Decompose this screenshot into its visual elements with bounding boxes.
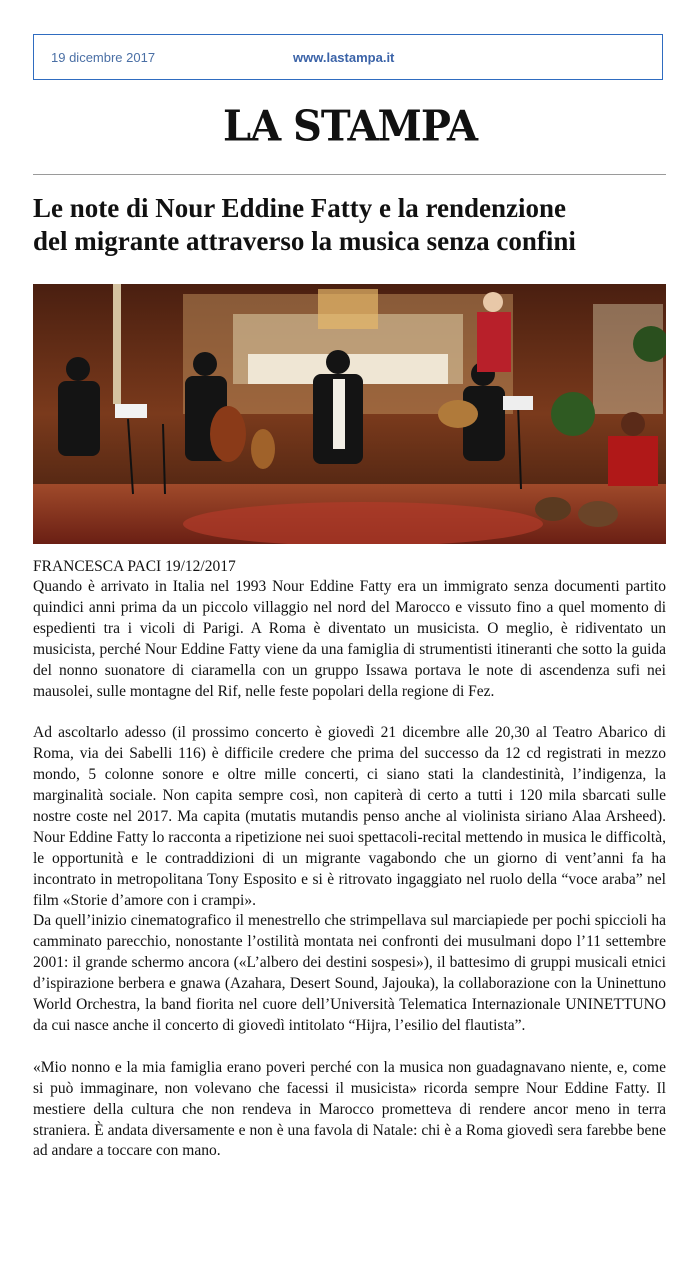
article-body [33,577,666,1162]
paragraph: Quando è arrivato in Italia nel 1993 Nour Eddine Fatty era un immigrato senza documenti partito quindici anni prima da un piccolo villaggio nel nord del Marocco e vissuto fino a quel momento di espedienti tra i vicoli di Parigi. A Roma è diventato un musicista. O meglio, è ridiventato un musicista, perché Nour Eddine Fatty viene da una famiglia di strumentisti itineranti che sotto la guida del nonno suonatore di ciaramella con un gruppo Issawa portava le note di ascendenza sufi nei mausolei, sulle montagne del Rif, nelle feste popolari della regione di Fez. [33,578,666,700]
article-title-line-1: Le note di Nour Eddine Fatty e la rendenzione [33,193,567,223]
paragraph: Ad ascoltarlo adesso (il prossimo concerto è giovedì 21 dicembre alle 20,30 al Teatro Abarico di Roma, via dei Sabelli 116) è difficile credere che prima del successo da 12 cd registrati in mezzo mondo, 5 colonne sonore e oltre mille concerti, ci siano stati la clandestinità, l’indigenza, la marginalità sociale. Non capita sempre così, non capiterà di certo a tutti i 120 mila sbarcati sulle nostre coste nel 2017. Ma capita (mutatis mutandis penso anche al violinista siriano Alaa Arsheed). Nour Eddine Fatty lo racconta a ripetizione nei suoi spettacoli-recital mettendo in musica le difficoltà, le opportunità e le contraddizioni di un migrante vagabondo che un giorno di vent’anni fa ha incontrato in metropolitana Tony Esposito e si è ritrovato ingaggiato nel ruolo della “voce araba” nel film «Storie d’amore con i crampi». [33,724,666,909]
article-title [33,192,673,258]
publication-date: 19 dicembre 2017 [51,50,156,65]
divider [33,174,666,175]
website-link[interactable]: www.lastampa.it [293,50,395,65]
article-byline: FRANCESCA PACI 19/12/2017 [33,558,236,575]
ensemble-performance-photo [33,284,666,544]
paragraph: «Mio nonno e la mia famiglia erano poveri perché con la musica non guadagnavano niente, e, come si può immaginare, non volevano che facessi il musicista» ricorda sempre Nour Eddine Fatty. Il mestiere della cultura che non rendeva in Marocco prometteva di rendere ancor meno in terra straniera. È andata diversamente e non è una favola di Natale: chi è a Roma giovedì sera farebbe bene ad andare a toccare con mano. [33,1058,666,1160]
paragraph: Da quell’inizio cinematografico il menestrello che strimpellava sul marciapiede per pochi spiccioli ha camminato parecchio, nonostante l’ostilità montata nei confronti dei musulmani dopo l’11 settembre 2001: il grande schermo ancora («L’albero dei destini sospesi»), il battesimo di gruppi musicali etnici d’ispirazione berbera e gnawa (Azahara, Desert Sound, Jajouka), la collaborazione con la Uninettuno World Orchestra, la band fiorita nel cuore dell’Università Telematica Internazionale UNINETTUNO da cui nasce anche il concerto di giovedì intitolato “Hijra, l’esilio del flautista”. [33,912,666,1035]
header-bar [33,34,663,80]
newspaper-masthead: LA STAMPA [222,101,478,152]
article-title-line-2: del migrante attraverso la musica senza confini [33,226,576,256]
